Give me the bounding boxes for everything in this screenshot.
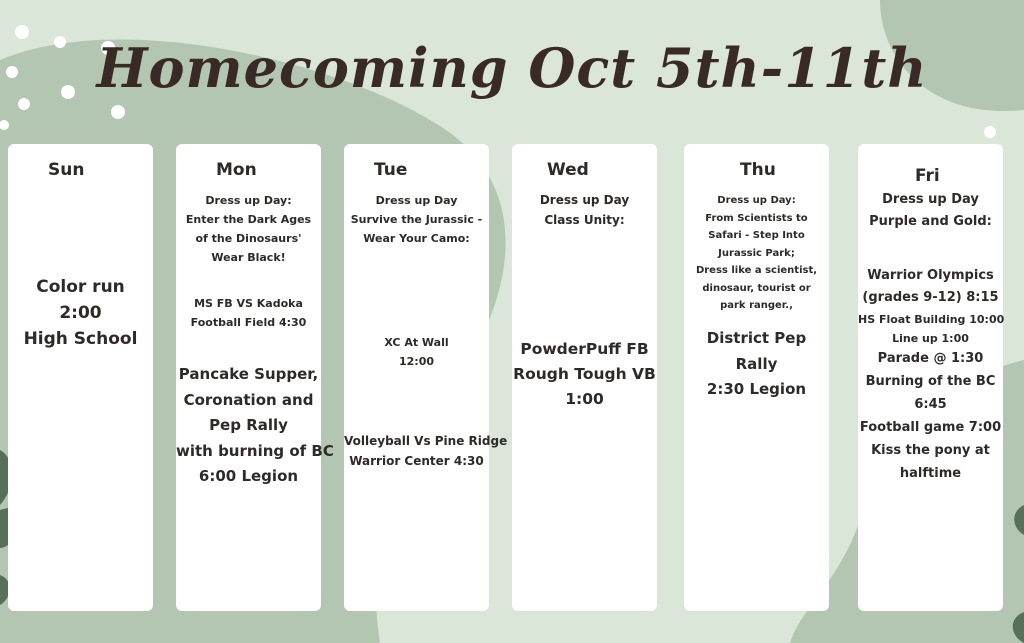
event-block: [858, 265, 1003, 309]
event-line: Coronation and: [183, 390, 314, 409]
event-block: [858, 347, 1003, 485]
dress-line: Class Unity:: [544, 213, 625, 227]
event-line: Football game 7:00: [859, 420, 1002, 435]
dress-line: of the Dinosaurs': [195, 232, 302, 245]
event-line: Rally: [735, 354, 778, 373]
event-block: [512, 337, 657, 412]
dress-up-block: [684, 192, 829, 315]
dress-line: From Scientists to: [705, 212, 808, 224]
day-name: Thu: [740, 160, 776, 180]
event-block: [344, 333, 489, 371]
day-card-sun: [8, 144, 153, 611]
dress-line: Jurassic Park;: [718, 247, 795, 259]
dress-up-block: [512, 190, 657, 230]
dress-line: Purple and Gold:: [869, 214, 992, 229]
event-line: Pancake Supper,: [178, 365, 319, 383]
event-line: halftime: [899, 466, 962, 481]
event-line: 6:45: [914, 397, 947, 412]
day-card-tue: [344, 144, 508, 611]
event-block: [344, 431, 508, 471]
day-card-thu: [684, 144, 829, 611]
event-line: Volleyball Vs Pine Ridge: [344, 434, 508, 448]
dress-line: dinosaur, tourist or: [702, 282, 811, 294]
dress-line: Dress up Day:: [205, 194, 292, 207]
dress-up-block: [858, 189, 1003, 233]
event-block: [176, 294, 321, 332]
event-line: Rough Tough VB: [513, 365, 656, 383]
dress-line: Dress like a scientist,: [695, 265, 818, 276]
event-line: 6:00 Legion: [198, 467, 299, 485]
event-line: District Pep: [706, 329, 807, 347]
dress-up-block: [344, 191, 489, 248]
event-line: MS FB VS Kadoka: [194, 297, 303, 310]
dress-line: Dress up Day: [882, 192, 979, 207]
event-line: HS Float Building 10:00: [858, 313, 1005, 326]
event-line: Kiss the pony at: [871, 443, 990, 458]
event-block: [858, 310, 1003, 348]
dress-line: Dress up Day: [539, 193, 630, 207]
event-line: 1:00: [565, 390, 604, 408]
dress-line: Dress up Day: [375, 194, 458, 207]
event-line: High School: [23, 329, 138, 349]
event-line: PowderPuff FB: [520, 340, 649, 358]
day-name: Tue: [374, 160, 408, 180]
dress-line: Safari - Step Into: [708, 230, 805, 241]
dress-line: Wear Black!: [211, 251, 286, 264]
day-name: Wed: [547, 160, 589, 180]
event-line: Warrior Olympics: [867, 268, 994, 283]
event-block: [684, 326, 829, 403]
event-line: 12:00: [398, 355, 434, 368]
event-line: Burning of the BC: [865, 374, 996, 389]
dress-line: park ranger.,: [720, 300, 793, 311]
event-line: 2:00: [59, 303, 102, 323]
event-line: XC At Wall: [384, 336, 449, 349]
dress-line: Wear Your Camo:: [363, 232, 470, 245]
page-title: Homecoming Oct 5th-11th: [96, 36, 928, 100]
event-line: Line up 1:00: [892, 332, 969, 345]
dress-line: Survive the Jurassic -: [350, 213, 483, 226]
event-block: [8, 274, 153, 352]
event-line: with burning of BC: [176, 441, 334, 460]
dress-line: Dress up Day:: [717, 195, 796, 206]
day-name: Sun: [48, 160, 85, 180]
event-line: (grades 9-12) 8:15: [862, 290, 999, 305]
event-line: Warrior Center 4:30: [349, 454, 484, 468]
day-name: Mon: [216, 160, 257, 180]
dress-up-block: [176, 191, 321, 267]
day-name: Fri: [915, 166, 940, 186]
event-line: Pep Rally: [209, 416, 288, 434]
dress-line: Enter the Dark Ages: [185, 213, 312, 226]
event-line: 2:30 Legion: [706, 380, 807, 398]
day-card-mon: [176, 144, 334, 611]
day-card-wed: [512, 144, 657, 611]
event-block: [176, 362, 334, 490]
event-line: Color run: [36, 277, 125, 297]
day-card-fri: [858, 144, 1003, 611]
event-line: Football Field 4:30: [190, 316, 307, 329]
event-line: Parade @ 1:30: [877, 351, 984, 366]
